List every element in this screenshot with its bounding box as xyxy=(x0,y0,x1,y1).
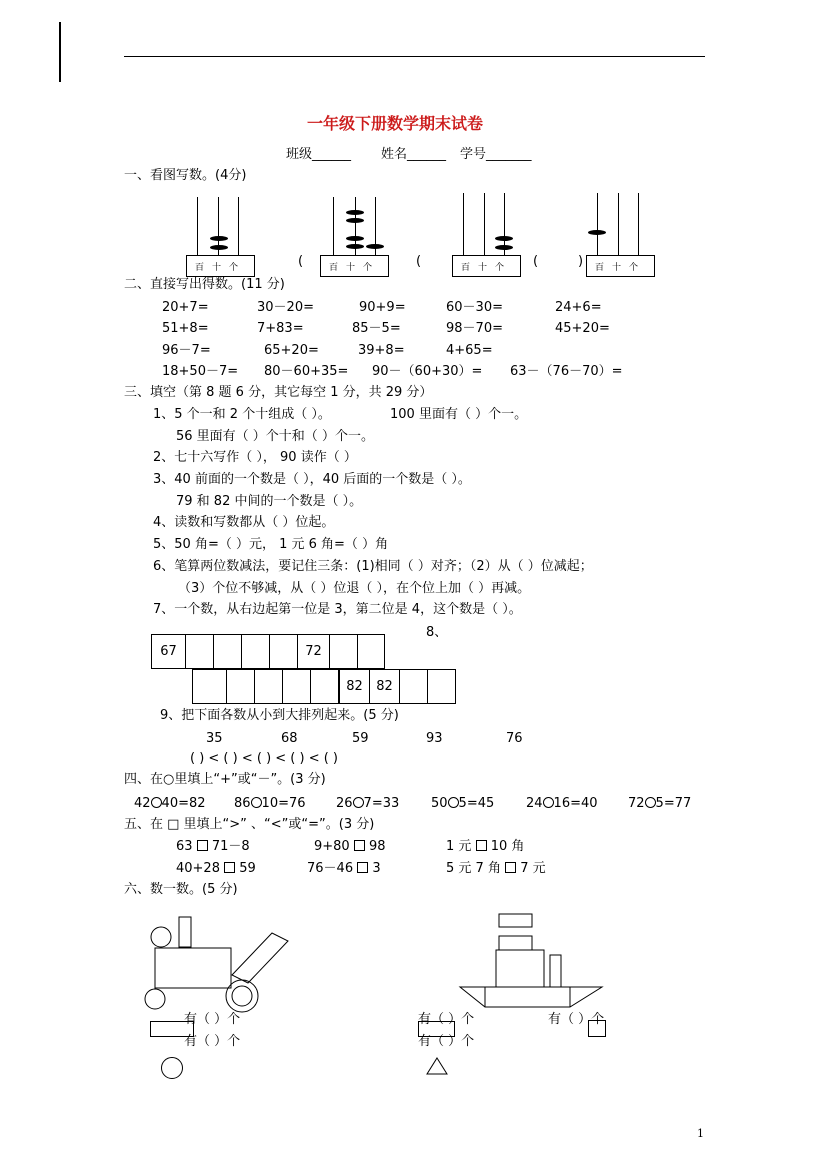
abacus-1-paren-open: ( xyxy=(298,254,304,269)
calc-r4-3: 90－（60+30）= xyxy=(372,364,483,379)
op-item-1: 42 40=82 xyxy=(134,796,206,811)
square-shape-icon xyxy=(588,1020,606,1037)
abacus-2-label-hundreds: 百 xyxy=(329,262,339,273)
section-2-heading: 二、直接写出得数。(11 分) xyxy=(124,277,285,292)
page-number: 1 xyxy=(697,1127,704,1140)
count-triangles: 有（ ）个 xyxy=(418,1034,475,1049)
count-parallelograms: 有（ ）个 xyxy=(418,1012,475,1027)
circle-blank-icon xyxy=(251,797,262,808)
page-title: 一年级下册数学期末试卷 xyxy=(307,114,484,133)
circle-blank-icon xyxy=(645,797,656,808)
compare-item-5: 76－46 3 xyxy=(307,861,381,876)
fill-q8: 8、 xyxy=(426,625,448,640)
calc-r2-2: 7+83= xyxy=(257,321,304,336)
circle-blank-icon xyxy=(151,797,162,808)
abacus-1-label-hundreds: 百 xyxy=(195,262,205,273)
calc-r3-1: 96－7= xyxy=(162,343,211,358)
section-6-heading: 六、数一数。(5 分) xyxy=(124,882,238,897)
header-rule xyxy=(124,56,705,57)
square-blank-icon xyxy=(476,840,487,851)
compare-item-4: 40+28 59 xyxy=(176,861,256,876)
square-blank-icon xyxy=(505,862,516,873)
abacus-3-paren-close: ) xyxy=(578,254,584,269)
student-id-field: 学号_______ xyxy=(460,147,532,162)
grid-cell: 82 xyxy=(369,669,400,704)
tractor-figure xyxy=(140,915,300,1015)
fill-q6a: 6、笔算两位数减法，要记住三条：(1)相同（ ）对齐；（2）从（ ）位减起； xyxy=(153,559,593,574)
calc-r2-5: 45+20= xyxy=(555,321,610,336)
grid-cell xyxy=(399,669,428,704)
circle-blank-icon xyxy=(543,797,554,808)
grid-cell xyxy=(357,634,385,669)
grid-cell xyxy=(254,669,283,704)
square-blank-icon xyxy=(197,840,208,851)
grid-cell xyxy=(310,669,339,704)
abacus-4-label-tens: 十 xyxy=(612,262,622,273)
calc-r1-1: 20+7= xyxy=(162,300,209,315)
calc-r3-4: 4+65= xyxy=(446,343,493,358)
calc-r1-2: 30－20= xyxy=(257,300,314,315)
calc-r1-4: 60－30= xyxy=(446,300,503,315)
section-1-heading: 一、看图写数。(4分) xyxy=(124,168,247,183)
count-squares: 有（ ）个 xyxy=(548,1012,605,1027)
q9-number: 59 xyxy=(352,731,369,746)
grid-cell xyxy=(192,669,227,704)
grid-cell xyxy=(269,634,298,669)
op-item-3: 26 7=33 xyxy=(336,796,400,811)
abacus-1-label-ones: 个 xyxy=(229,262,239,273)
name-field: 姓名______ xyxy=(381,147,447,162)
grid-cell xyxy=(329,634,358,669)
count-rectangles: 有（ ）个 xyxy=(184,1012,241,1027)
op-item-4: 50 5=45 xyxy=(431,796,495,811)
op-item-5: 24 16=40 xyxy=(526,796,598,811)
abacus-4-label-hundreds: 百 xyxy=(595,262,605,273)
compare-item-3: 1 元 10 角 xyxy=(446,839,525,854)
grid-cell xyxy=(282,669,311,704)
compare-item-6: 5 元 7 角 7 元 xyxy=(446,861,546,876)
square-blank-icon xyxy=(357,862,368,873)
circle-blank-icon xyxy=(353,797,364,808)
grid-cell: 82 xyxy=(339,669,370,704)
fill-q1a: 1、5 个一和 2 个十组成（ ）。 xyxy=(153,407,331,422)
square-blank-icon xyxy=(224,862,235,873)
section-5-heading: 五、在 □ 里填上“>” 、“<”或“=”。(3 分) xyxy=(124,817,375,832)
fill-q6b: （3）个位不够减，从（ ）位退（ ），在个位上加（ ）再减。 xyxy=(178,581,531,596)
op-item-6: 72 5=77 xyxy=(628,796,692,811)
abacus-1-label-tens: 十 xyxy=(212,262,222,273)
calc-r4-4: 63－（76－70）= xyxy=(510,364,623,379)
fill-q1b: 100 里面有（ ）个一。 xyxy=(390,407,528,422)
grid-cell xyxy=(427,669,456,704)
triangle-shape-icon xyxy=(425,1056,449,1076)
count-circles-label: 有（ ）个 xyxy=(184,1034,241,1049)
q9-number: 68 xyxy=(281,731,298,746)
q9-number: 35 xyxy=(206,731,223,746)
compare-item-1: 63 71－8 xyxy=(176,839,250,854)
class-field: 班级______ xyxy=(286,147,352,162)
calc-r1-3: 90+9= xyxy=(359,300,406,315)
fill-q5: 5、50 角=（ ）元， 1 元 6 角=（ ）角 xyxy=(153,537,389,552)
fill-q3a: 3、40 前面的一个数是（ ），40 后面的一个数是（ ）。 xyxy=(153,472,471,487)
abacus-2-label-tens: 十 xyxy=(346,262,356,273)
abacus-4-label-ones: 个 xyxy=(629,262,639,273)
fill-q9: 9、把下面各数从小到大排列起来。(5 分) xyxy=(160,708,399,723)
q9-answer-blanks: ( ) < ( ) < ( ) < ( ) < ( ) xyxy=(190,751,339,766)
abacus-3-label-hundreds: 百 xyxy=(461,262,471,273)
fill-q2: 2、七十六写作（ ）， 90 读作（ ） xyxy=(153,450,357,465)
grid-cell: 72 xyxy=(297,634,330,669)
grid-cell xyxy=(213,634,242,669)
calc-r2-1: 51+8= xyxy=(162,321,209,336)
grid-cell: 67 xyxy=(151,634,186,669)
section-3-heading: 三、填空（第 8 题 6 分，其它每空 1 分，共 29 分） xyxy=(124,385,433,400)
circle-blank-icon xyxy=(448,797,459,808)
grid-cell xyxy=(241,634,270,669)
q9-number: 93 xyxy=(426,731,443,746)
abacus-3-paren-open: ( xyxy=(533,254,539,269)
q9-number: 76 xyxy=(506,731,523,746)
fill-q3b: 79 和 82 中间的一个数是（ ）。 xyxy=(176,494,363,509)
fill-q4: 4、读数和写数都从（ ）位起。 xyxy=(153,515,335,530)
fill-q1c: 56 里面有（ ）个十和（ ）个一。 xyxy=(176,429,374,444)
calc-r2-4: 98－70= xyxy=(446,321,503,336)
grid-cell xyxy=(185,634,214,669)
calc-r3-2: 65+20= xyxy=(264,343,319,358)
circle-shape-icon xyxy=(160,1056,184,1080)
op-item-2: 86 10=76 xyxy=(234,796,306,811)
section-4-heading: 四、在○里填上“+”或“－”。(3 分) xyxy=(124,772,326,787)
calc-r3-3: 39+8= xyxy=(358,343,405,358)
abacus-3-label-tens: 十 xyxy=(478,262,488,273)
ship-figure xyxy=(456,910,606,1010)
square-blank-icon xyxy=(354,840,365,851)
abacus-2-paren-open: ( xyxy=(416,254,422,269)
calc-r4-1: 18+50－7= xyxy=(162,364,239,379)
fill-q7: 7、一个数，从右边起第一位是 3，第二位是 4，这个数是（ ）。 xyxy=(153,602,522,617)
margin-bar xyxy=(59,22,61,82)
calc-r4-2: 80－60+35= xyxy=(264,364,349,379)
calc-r2-3: 85－5= xyxy=(352,321,401,336)
compare-item-2: 9+80 98 xyxy=(314,839,386,854)
abacus-3-label-ones: 个 xyxy=(495,262,505,273)
grid-cell xyxy=(226,669,255,704)
abacus-2-label-ones: 个 xyxy=(363,262,373,273)
calc-r1-5: 24+6= xyxy=(555,300,602,315)
